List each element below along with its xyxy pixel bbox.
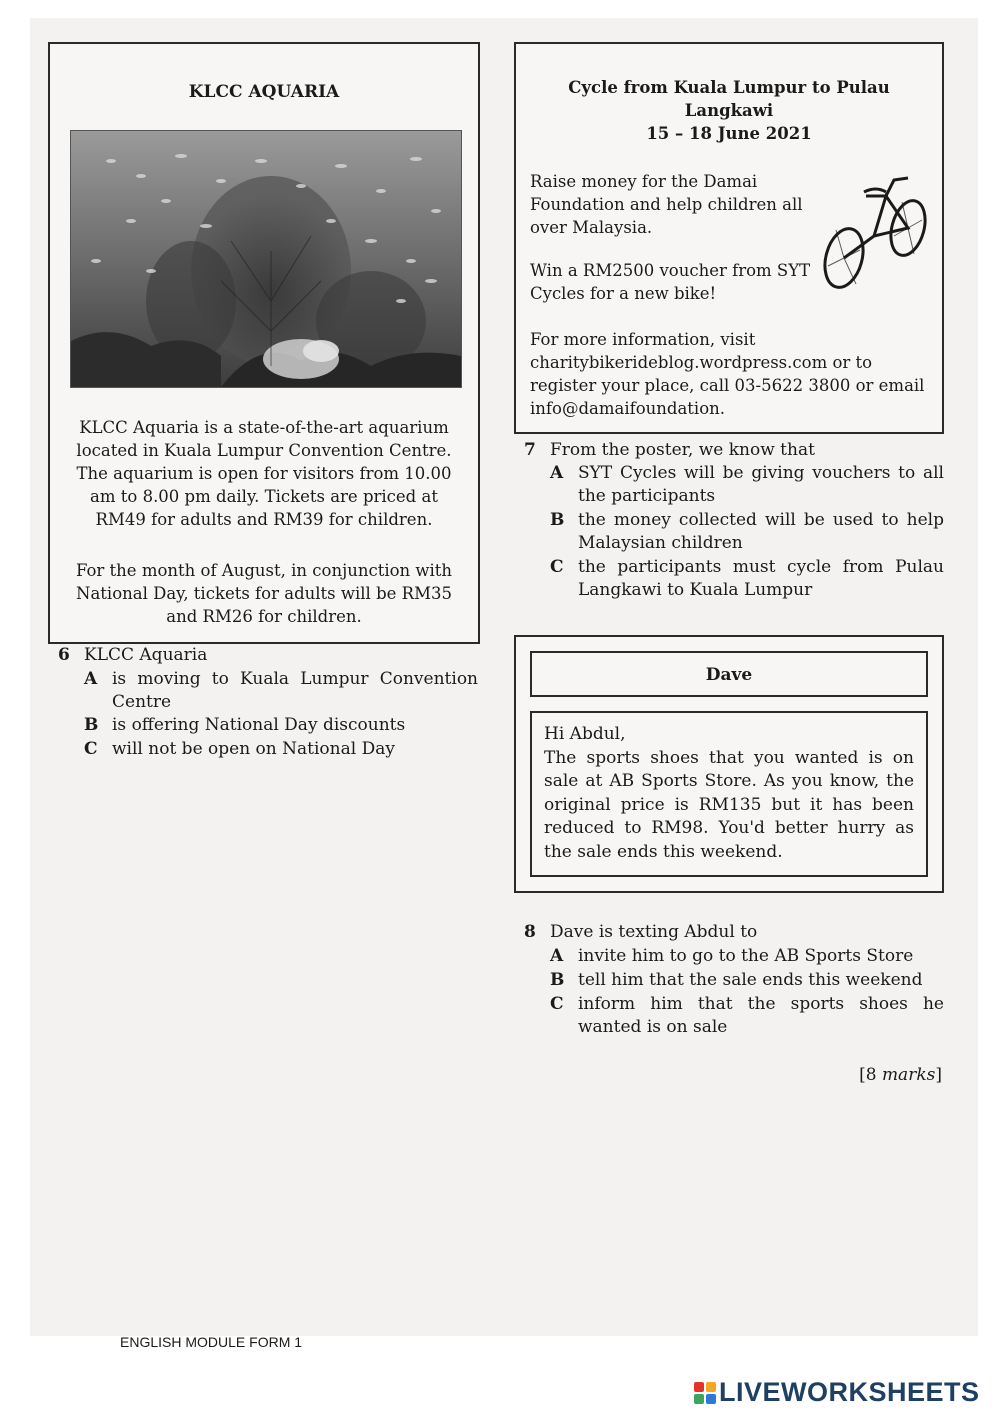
aquaria-title: KLCC AQUARIA bbox=[188, 82, 340, 102]
question-7 bbox=[524, 439, 944, 604]
text-message-card bbox=[514, 635, 944, 893]
option-letter: A bbox=[84, 669, 98, 689]
cycle-fundraise-text: Raise money for the Damai Foundation and help children all over Malaysia. bbox=[530, 172, 803, 237]
marks-word: marks bbox=[881, 1065, 936, 1085]
message-body: The sports shoes that you wanted is on sale at AB Sports Store. As you know, the original price is RM135 but it has been reduced to RM98. You'd better hurry as the sale ends this weekend. bbox=[544, 747, 914, 862]
question-number: 7 bbox=[524, 440, 536, 460]
question-stem: KLCC Aquaria bbox=[84, 645, 208, 665]
option-text: the participants must cycle from Pulau Langkawi to Kuala Lumpur bbox=[578, 557, 944, 600]
aquaria-august-offer: For the month of August, in conjunction with National Day, tickets for adults will be RM35 and RM26 for children. bbox=[75, 561, 453, 626]
underwater-reef-photo bbox=[70, 130, 462, 388]
marks-open: [8 bbox=[859, 1065, 882, 1085]
option-b[interactable] bbox=[84, 714, 478, 737]
cycle-voucher-text: Win a RM2500 voucher from SYT Cycles for a new bike! bbox=[530, 261, 811, 303]
cycle-body bbox=[530, 170, 830, 305]
option-c[interactable] bbox=[84, 738, 478, 761]
question-8 bbox=[524, 921, 944, 1041]
option-letter: B bbox=[550, 970, 565, 990]
worksheet-page bbox=[30, 18, 978, 1336]
question-stem: Dave is texting Abdul to bbox=[550, 922, 758, 942]
option-letter: C bbox=[550, 557, 564, 577]
cycle-title: Cycle from Kuala Lumpur to Pulau Langkawi bbox=[568, 78, 890, 120]
option-b[interactable] bbox=[550, 509, 944, 555]
option-letter: B bbox=[84, 715, 99, 735]
question-6 bbox=[58, 644, 478, 764]
option-letter: A bbox=[550, 946, 564, 966]
option-text: invite him to go to the AB Sports Store bbox=[578, 946, 914, 966]
option-text: SYT Cycles will be giving vouchers to all the participants bbox=[578, 463, 944, 506]
option-text: is offering National Day discounts bbox=[112, 715, 406, 735]
option-text: is moving to Kuala Lumpur Convention Centre bbox=[112, 669, 478, 712]
message-bubble bbox=[530, 711, 928, 877]
logo-text: LIVEWORKSHEETS bbox=[719, 1377, 980, 1407]
option-text: will not be open on National Day bbox=[112, 739, 395, 759]
liveworksheets-logo[interactable] bbox=[694, 1377, 980, 1408]
option-letter: B bbox=[550, 510, 565, 530]
option-text: the money collected will be used to help Malaysian children bbox=[578, 510, 944, 553]
question-number: 8 bbox=[524, 922, 536, 942]
option-a[interactable] bbox=[84, 668, 478, 714]
aquaria-notice bbox=[48, 42, 480, 644]
marks-close: ] bbox=[935, 1065, 942, 1085]
question-number: 6 bbox=[58, 645, 70, 665]
option-text: tell him that the sale ends this weekend bbox=[578, 970, 923, 990]
option-letter: C bbox=[84, 739, 98, 759]
sender-name: Dave bbox=[530, 651, 928, 697]
cycle-poster bbox=[514, 42, 944, 434]
cycle-date: 15 – 18 June 2021 bbox=[646, 124, 812, 143]
cycle-title-block bbox=[556, 76, 902, 145]
option-b[interactable] bbox=[550, 969, 944, 992]
bicycle-icon bbox=[816, 166, 936, 296]
cycle-contact-info: For more information, visit charitybikerideblog.wordpress.com or to register your place, call 03-5622 3800 or email info@damaifoundation. bbox=[530, 330, 925, 418]
option-text: inform him that the sports shoes he wanted is on sale bbox=[578, 994, 944, 1037]
option-a[interactable] bbox=[550, 945, 944, 968]
logo-grid-icon bbox=[694, 1382, 716, 1404]
aquaria-description: KLCC Aquaria is a state-of-the-art aquarium located in Kuala Lumpur Convention Centre. The aquarium is open for visitors from 10.00 am to 8.00 pm daily. Tickets are priced at RM49 for adults and RM39 for children. bbox=[76, 418, 452, 529]
message-greeting: Hi Abdul, bbox=[544, 724, 626, 744]
question-stem: From the poster, we know that bbox=[550, 440, 815, 460]
marks-label bbox=[859, 1065, 942, 1085]
option-letter: C bbox=[550, 994, 564, 1014]
option-a[interactable] bbox=[550, 462, 944, 508]
footer-label: ENGLISH MODULE FORM 1 bbox=[120, 1334, 303, 1350]
option-c[interactable] bbox=[550, 993, 944, 1039]
option-c[interactable] bbox=[550, 556, 944, 602]
option-letter: A bbox=[550, 463, 564, 483]
